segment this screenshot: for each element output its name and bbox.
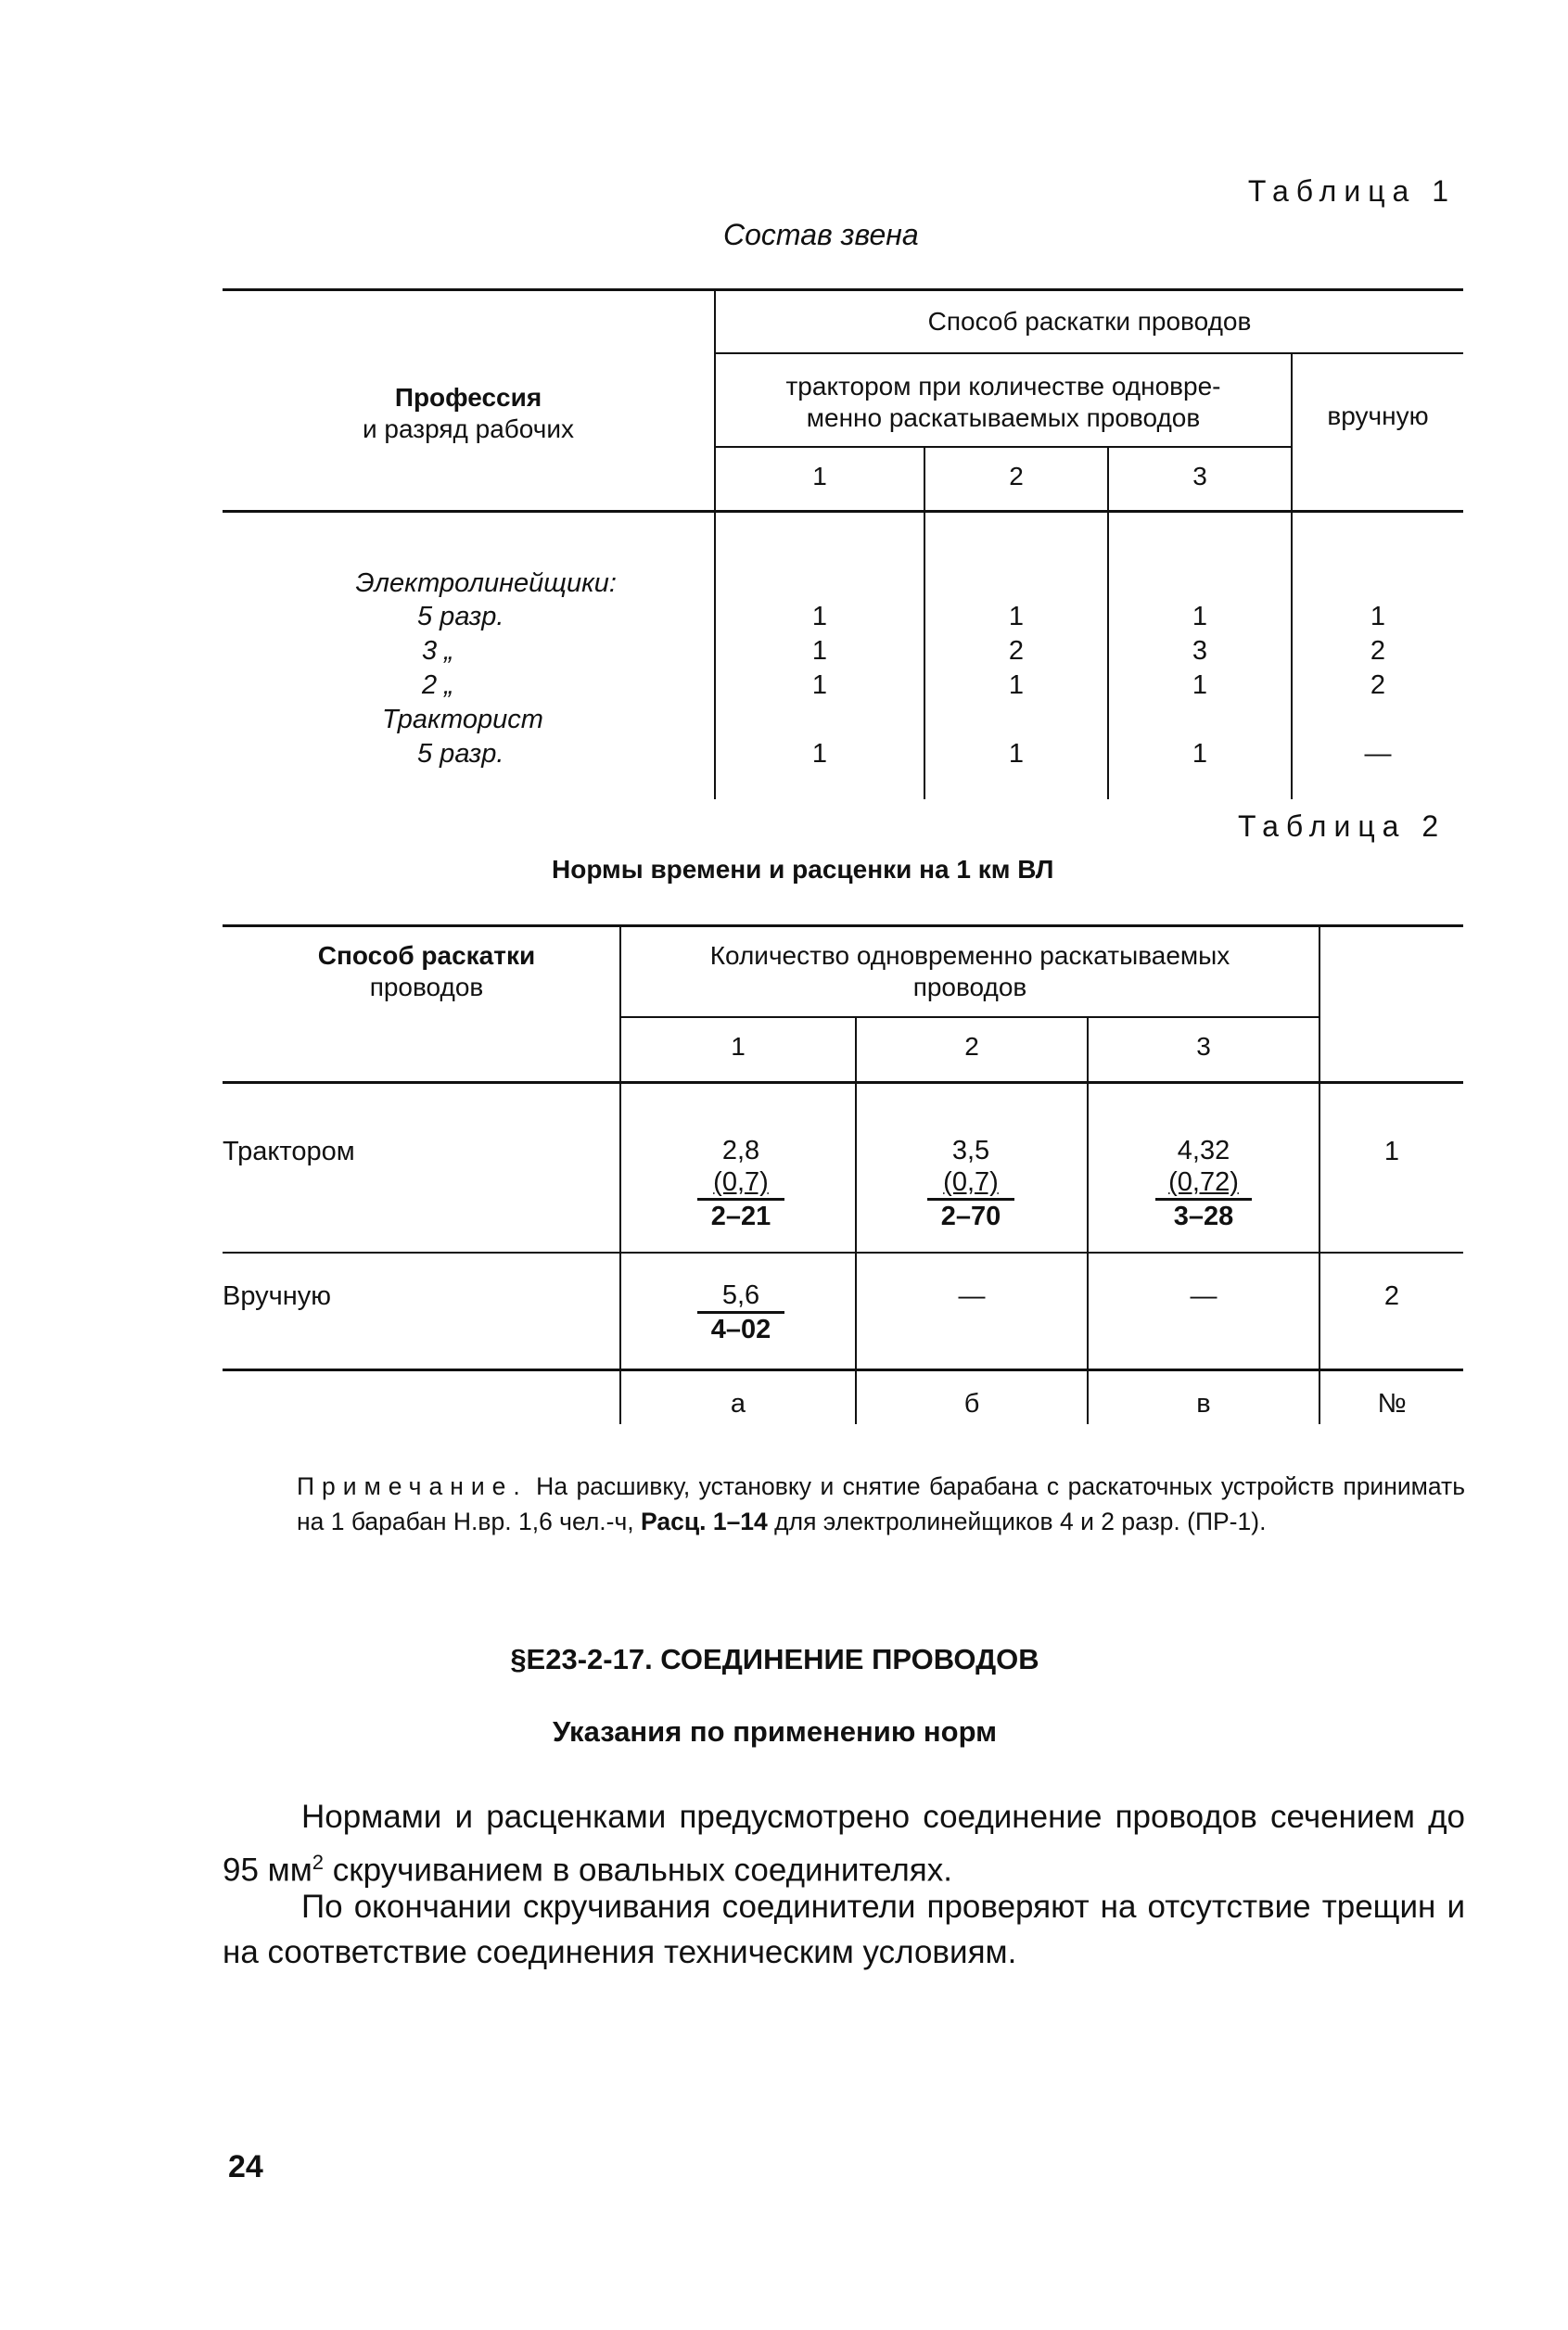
table1-cell: 1 bbox=[811, 636, 828, 666]
table1-cell: 3 bbox=[1192, 636, 1208, 666]
table2-title: Нормы времени и расценки на 1 км ВЛ bbox=[552, 855, 1054, 884]
table1-vline bbox=[714, 289, 716, 799]
table2-label: Таблица 2 bbox=[1238, 809, 1447, 843]
table2-footer-letter: а bbox=[730, 1389, 746, 1419]
table2-row-label: Вручную bbox=[223, 1281, 332, 1311]
table1-header-method: Способ раскатки проводов bbox=[927, 307, 1252, 336]
table1-cell: 1 bbox=[1192, 670, 1208, 700]
table1-row-label: Тракторист bbox=[382, 705, 543, 734]
table2-row-num: 1 bbox=[1383, 1137, 1400, 1166]
table1-cell: 1 bbox=[1008, 739, 1025, 769]
table1-cell: 1 bbox=[811, 739, 828, 769]
table2-footer-letter: б bbox=[963, 1389, 980, 1419]
table2-vline bbox=[1319, 925, 1320, 1424]
table1-header-tractor: трактором при количестве одновре- менно раскатываемых проводов bbox=[785, 372, 1221, 432]
page-number: 24 bbox=[228, 2149, 263, 2184]
table1-row-label: 5 разр. bbox=[417, 602, 504, 631]
table1-cell: 1 bbox=[1008, 602, 1025, 631]
table-note: Примечание. На расшивку, установку и снятие барабана с раскаточных устройств принимать на 1 барабан Н.вр. 1,6 чел.-ч, Расц. 1–14 для электролинейщиков 4 и 2 разр. (ПР-1). bbox=[297, 1472, 1465, 1535]
table2-vline bbox=[855, 1016, 857, 1424]
table2-colnum: 3 bbox=[1196, 1032, 1211, 1061]
section-subtitle: Указания по применению норм bbox=[552, 1715, 998, 1748]
table2-colnum: 1 bbox=[731, 1032, 746, 1061]
table2-cell-dash: — bbox=[1190, 1281, 1217, 1311]
table2-cell-dash: — bbox=[958, 1281, 986, 1311]
table1-cell: 2 bbox=[1370, 636, 1386, 666]
table2-footer-letter: в bbox=[1196, 1389, 1211, 1419]
table1-header-rule bbox=[714, 352, 1463, 354]
table2-header-method: Способ раскатки проводов bbox=[317, 941, 536, 1001]
table1-row-label: 2 „ bbox=[422, 670, 453, 700]
table2-row-num: 2 bbox=[1383, 1281, 1400, 1311]
table2-top-rule bbox=[223, 924, 1463, 927]
table2-fraction: 4,32 (0,72) 3–28 bbox=[1155, 1135, 1252, 1232]
table1-row-label: 3 „ bbox=[422, 636, 453, 666]
table2-fraction: 2,8 (0,7) 2–21 bbox=[697, 1135, 784, 1232]
table2-colnum: 2 bbox=[964, 1032, 979, 1061]
table1-colnum: 3 bbox=[1192, 462, 1207, 490]
table1-header-manual: вручную bbox=[1327, 401, 1429, 430]
table1-row-label: 5 разр. bbox=[417, 739, 504, 769]
table1-cell: — bbox=[1364, 739, 1392, 769]
table1-label: Таблица 1 bbox=[1247, 174, 1456, 208]
table1-cell: 1 bbox=[1192, 602, 1208, 631]
table2-row-rule bbox=[223, 1252, 1463, 1254]
table1-body-rule bbox=[223, 510, 1463, 513]
table1-colnum: 1 bbox=[812, 462, 827, 490]
table1-colnum: 2 bbox=[1009, 462, 1024, 490]
table2-footer-rule bbox=[223, 1369, 1463, 1371]
table2-fraction: $\frac{5,6}{4-02}$ bbox=[697, 1280, 784, 1345]
table1-row-label: Электролинейщики: bbox=[355, 568, 617, 598]
table2-fraction: 3,5 (0,7) 2–70 bbox=[927, 1135, 1014, 1232]
table1-top-rule bbox=[223, 288, 1463, 291]
paragraph-2: По окончании скручивания соединители проверяют на отсутствие трещин и на соответствие соединения техническим условиям. bbox=[223, 1889, 1465, 1970]
table1-cell: 1 bbox=[1008, 670, 1025, 700]
table2-vline bbox=[1087, 1016, 1089, 1424]
table1-title: Состав звена bbox=[723, 218, 919, 251]
table1-cell: 1 bbox=[1192, 739, 1208, 769]
table1-cell: 1 bbox=[811, 602, 828, 631]
table2-row-label: Трактором bbox=[223, 1137, 355, 1166]
table1-header-profession: Профессия и разряд рабочих bbox=[363, 383, 574, 443]
table1-cell: 2 bbox=[1008, 636, 1025, 666]
table2-footer-num: № bbox=[1377, 1389, 1407, 1419]
section-title: §Е23-2-17. СОЕДИНЕНИЕ ПРОВОДОВ bbox=[510, 1643, 1039, 1675]
note-lead: Примечание. bbox=[297, 1472, 528, 1500]
table1-cell: 1 bbox=[1370, 602, 1386, 631]
table2-body-rule bbox=[223, 1081, 1463, 1084]
table1-subheader-rule bbox=[714, 446, 1291, 448]
table2-header-rule bbox=[619, 1016, 1319, 1018]
table1-cell: 2 bbox=[1370, 670, 1386, 700]
paragraph-1: Нормами и расценками предусмотрено соединение проводов сечением до 95 $мм^2$ скручиванием в овальных соединителях. bbox=[223, 1799, 1465, 1889]
table1-cell: 1 bbox=[811, 670, 828, 700]
table2-header-count: Количество одновременно раскатываемых проводов bbox=[709, 941, 1230, 1001]
